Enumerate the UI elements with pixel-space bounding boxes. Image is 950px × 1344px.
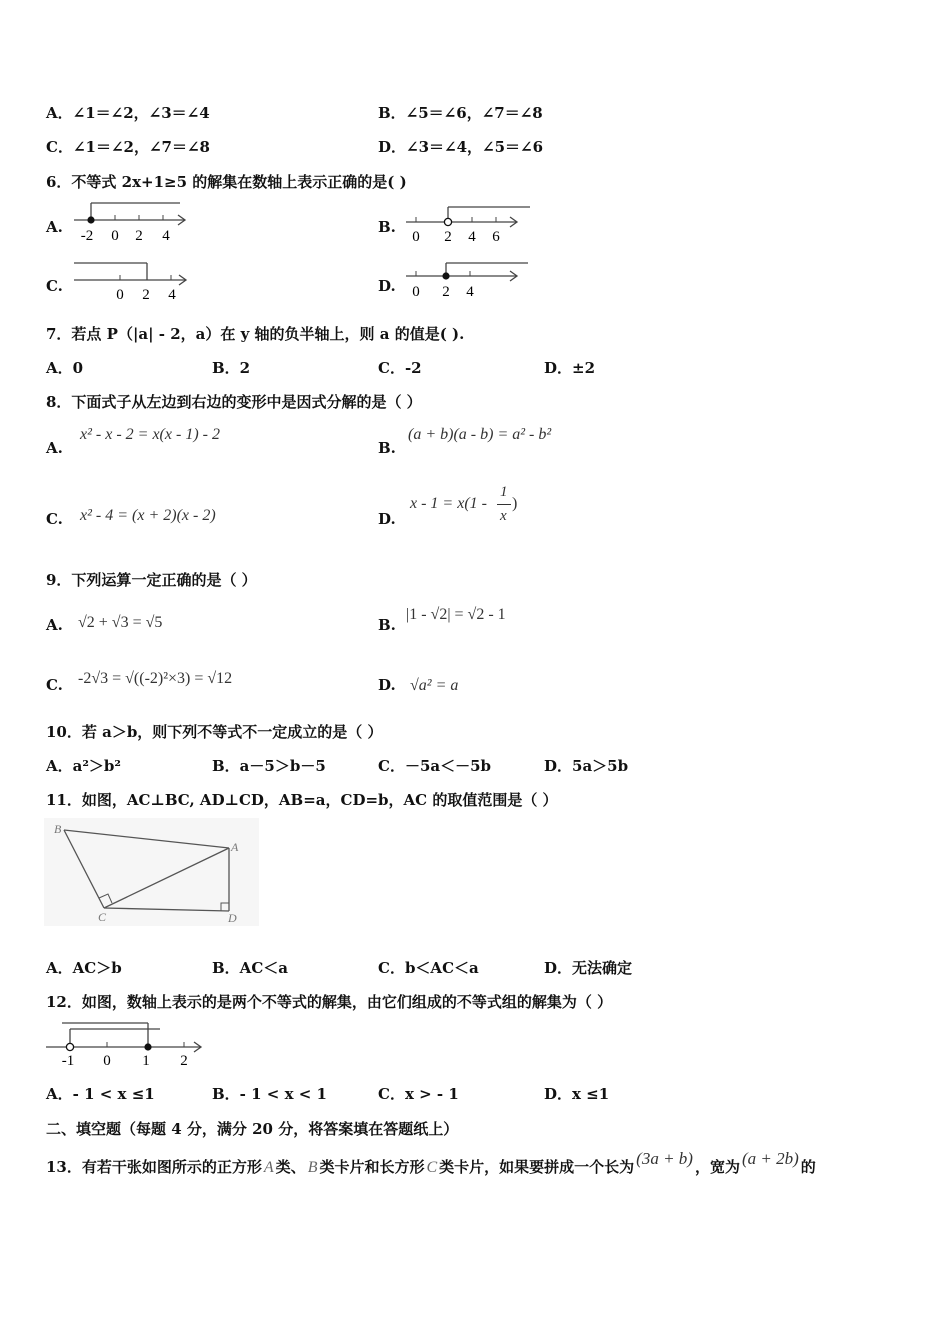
q6-a-tick: 2	[135, 228, 143, 244]
q12-option-b: B．- 1 < x < 1	[212, 1085, 327, 1103]
q8-option-c-expr: x² - 4 = (x + 2)(x - 2)	[80, 507, 216, 524]
q9-option-d-expr: √a² = a	[410, 677, 459, 694]
q6-d-tick: 0	[412, 284, 420, 300]
q8-fraction-bar	[497, 504, 511, 505]
q6-stem: 6．不等式 2x+1≥5 的解集在数轴上表示正确的是( )	[46, 173, 407, 191]
q8-option-b-label: B.	[378, 439, 396, 457]
q9-option-b-expr: |1 - √2| = √2 - 1	[406, 606, 506, 623]
q13-card-c: C	[426, 1159, 438, 1176]
q9-option-c-label: C.	[46, 676, 63, 694]
q12-stem: 12．如图，数轴上表示的是两个不等式的解集，由它们组成的不等式组的解集为（ ）	[46, 993, 613, 1011]
q6-c-tick: 4	[168, 287, 176, 303]
q11-label-d: D	[228, 911, 237, 925]
q9-stem: 9．下列运算一定正确的是（ ）	[46, 571, 257, 589]
q5-option-b: B．∠5＝∠6，∠7＝∠8	[378, 104, 543, 122]
q10-option-d: D．5a＞5b	[544, 757, 629, 775]
q8-option-d-denominator: x	[500, 508, 507, 524]
q8-stem: 8．下面式子从左边到右边的变形中是因式分解的是（ ）	[46, 393, 422, 411]
q5-option-a: A．∠1＝∠2，∠3＝∠4	[46, 104, 210, 122]
q11-stem: 11．如图，AC⊥BC, AD⊥CD，AB=a，CD=b，AC 的取值范围是（ ）	[46, 791, 558, 809]
q11-option-c: C．b＜AC＜a	[378, 959, 479, 977]
q8-option-d-close: )	[512, 495, 518, 512]
q8-option-c-label: C.	[46, 510, 63, 528]
q6-option-b-label: B.	[378, 218, 396, 236]
q8-option-d-numerator: 1	[500, 484, 508, 500]
q6-d-tick: 4	[466, 284, 474, 300]
q6-b-tick: 6	[492, 229, 500, 245]
q9-option-c-expr: -2√3 = √((-2)²×3) = √12	[78, 670, 233, 687]
q6-c-tick: 0	[116, 287, 124, 303]
q6-b-tick: 2	[444, 229, 452, 245]
q13-text-3: 类卡片和长方形	[319, 1158, 425, 1176]
q13-text-6: 的	[800, 1158, 816, 1176]
q12-number-line	[44, 1018, 209, 1070]
q11-figure	[44, 818, 259, 926]
q7-option-d: D．±2	[544, 359, 596, 377]
q6-number-line-d	[402, 257, 532, 305]
q12-option-c: C．x > - 1	[378, 1085, 459, 1103]
q13-text-4: 类卡片，如果要拼成一个长为	[439, 1158, 635, 1176]
q6-c-tick: 2	[142, 287, 150, 303]
q9-option-a-label: A.	[46, 616, 63, 634]
q10-option-b: B．a－5＞b－5	[212, 757, 326, 775]
section-title: 二、填空题（每题 4 分，满分 20 分，将答案填在答题纸上）	[46, 1120, 459, 1138]
q13-card-a: A	[263, 1159, 274, 1176]
q6-d-tick: 2	[442, 284, 450, 300]
q7-stem: 7．若点 P（|a| - 2，a）在 y 轴的负半轴上，则 a 的值是( ).	[46, 325, 465, 343]
q8-option-d-label: D.	[378, 510, 396, 528]
q13-text-5: ，宽为	[694, 1158, 740, 1176]
q8-option-d-expr: x - 1 = x(1 -	[410, 495, 487, 512]
q7-option-a: A．0	[46, 359, 84, 377]
q11-label-c: C	[98, 910, 107, 924]
q6-b-tick: 4	[468, 229, 476, 245]
q11-label-a: A	[231, 840, 239, 854]
q6-number-line-a	[70, 198, 195, 246]
q6-a-tick: 0	[111, 228, 119, 244]
q13-width: (a + 2b)	[741, 1149, 799, 1168]
q8-option-a-expr: x² - x - 2 = x(x - 1) - 2	[80, 426, 220, 443]
q8-option-b-expr: (a + b)(a - b) = a² - b²	[408, 426, 552, 443]
q12-tick: 1	[142, 1053, 150, 1069]
q11-label-b: B	[54, 822, 62, 836]
q12-tick: 2	[180, 1053, 188, 1069]
q11-option-b: B．AC＜a	[212, 959, 288, 977]
q6-a-tick: 4	[162, 228, 170, 244]
q8-option-a-label: A.	[46, 439, 63, 457]
q6-option-d-label: D.	[378, 277, 396, 295]
q12-tick: 0	[103, 1053, 111, 1069]
q13-text-1: 13．有若干张如图所示的正方形	[46, 1158, 262, 1176]
q13-card-b: B	[307, 1159, 318, 1176]
q5-option-c: C．∠1＝∠2，∠7＝∠8	[46, 138, 210, 156]
q6-option-c-label: C.	[46, 277, 63, 295]
q11-option-a: A．AC＞b	[46, 959, 122, 977]
q6-a-tick: -2	[80, 228, 94, 244]
q12-tick: -1	[61, 1053, 75, 1069]
q12-option-d: D．x ≤1	[544, 1085, 610, 1103]
q7-option-b: B．2	[212, 359, 251, 377]
q9-option-a-expr: √2 + √3 = √5	[78, 614, 163, 631]
q7-option-c: C．-2	[378, 359, 422, 377]
q10-option-a: A．a²＞b²	[46, 757, 121, 775]
q6-number-line-b	[402, 198, 532, 246]
q6-b-tick: 0	[412, 229, 420, 245]
q13-stem	[46, 1149, 816, 1177]
q13-length: (3a + b)	[636, 1149, 693, 1168]
q9-option-d-label: D.	[378, 676, 396, 694]
q5-option-d: D．∠3＝∠4，∠5＝∠6	[378, 138, 544, 156]
q6-number-line-c	[70, 257, 195, 305]
q9-option-b-label: B.	[378, 616, 396, 634]
q10-option-c: C．－5a＜－5b	[378, 757, 492, 775]
q10-stem: 10．若 a＞b，则下列不等式不一定成立的是（ ）	[46, 723, 383, 741]
q6-option-a-label: A.	[46, 218, 63, 236]
q12-option-a: A．- 1 < x ≤1	[46, 1085, 155, 1103]
q13-text-2: 类、	[275, 1158, 306, 1176]
q11-option-d: D．无法确定	[544, 959, 633, 977]
